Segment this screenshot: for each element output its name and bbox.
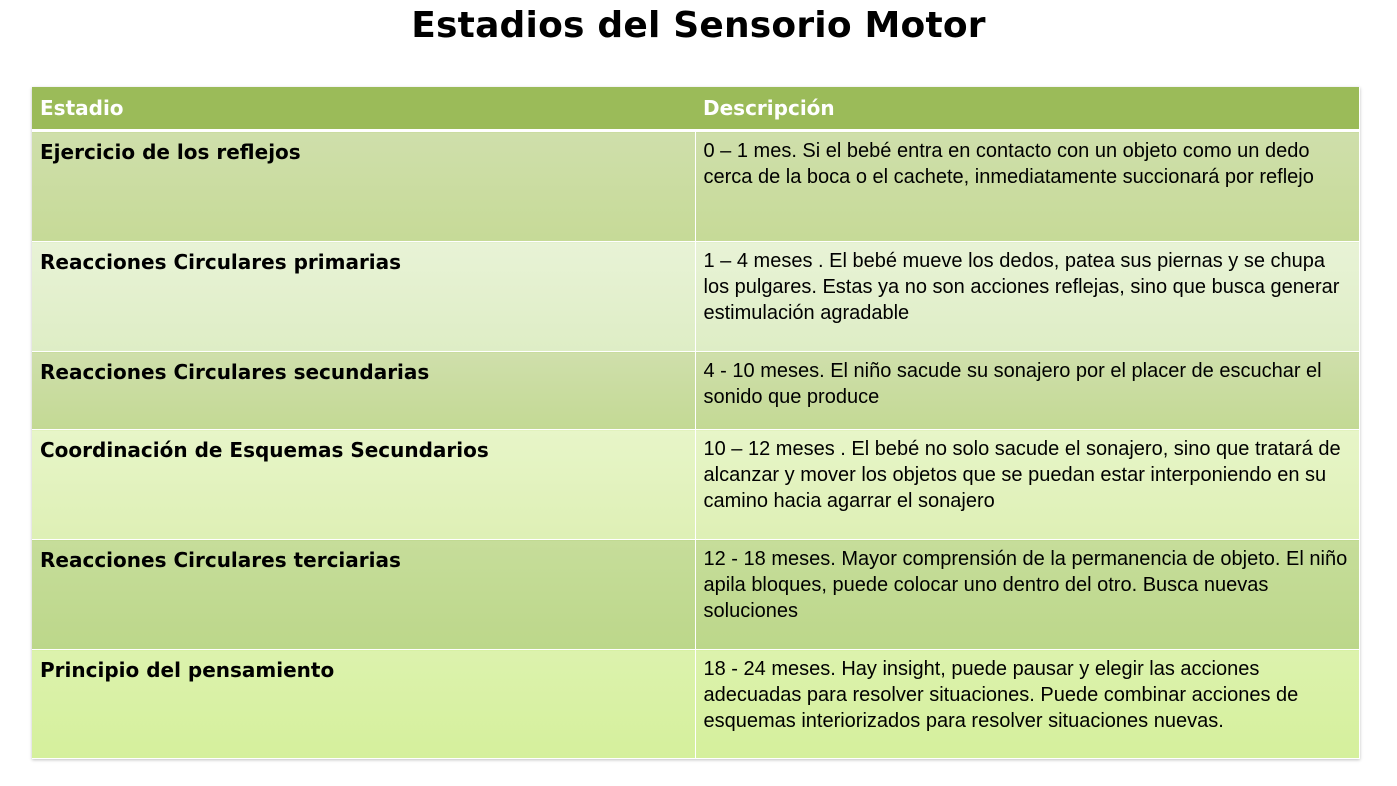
table-row <box>32 131 1359 242</box>
description-cell: 10 – 12 meses . El bebé no solo sacude el sonajero, sino que tratará de alcanzar y mover los objetos que se puedan estar interponiendo en su camino hacia agarrar el sonajero <box>695 430 1359 540</box>
stages-table <box>32 87 1360 759</box>
stage-cell: Reacciones Circulares secundarias <box>32 352 695 430</box>
description-cell: 4 - 10 meses. El niño sacude su sonajero por el placer de escuchar el sonido que produce <box>695 352 1359 430</box>
table-row <box>32 540 1359 650</box>
description-cell: 18 - 24 meses. Hay insight, puede pausar y elegir las acciones adecuadas para resolver situaciones. Puede combinar acciones de esquemas interiorizados para resolver situaciones nuevas. <box>695 650 1359 759</box>
stage-cell: Reacciones Circulares primarias <box>32 242 695 352</box>
stage-cell: Reacciones Circulares terciarias <box>32 540 695 650</box>
description-cell: 0 – 1 mes. Si el bebé entra en contacto con un objeto como un dedo cerca de la boca o el cachete, inmediatamente succionará por reflejo <box>695 131 1359 242</box>
description-cell: 12 - 18 meses. Mayor comprensión de la permanencia de objeto. El niño apila bloques, puede colocar uno dentro del otro. Busca nuevas soluciones <box>695 540 1359 650</box>
description-cell: 1 – 4 meses . El bebé mueve los dedos, patea sus piernas y se chupa los pulgares. Estas ya no son acciones reflejas, sino que busca generar estimulación agradable <box>695 242 1359 352</box>
stage-cell: Principio del pensamiento <box>32 650 695 759</box>
table-row <box>32 242 1359 352</box>
column-header-stage: Estadio <box>32 87 695 131</box>
page-title: Estadios del Sensorio Motor <box>411 5 986 46</box>
table-row <box>32 352 1359 430</box>
table-header-row <box>32 87 1359 131</box>
stage-cell: Ejercicio de los reflejos <box>32 131 695 242</box>
table-row <box>32 650 1359 759</box>
table-row <box>32 430 1359 540</box>
column-header-description: Descripción <box>695 87 1359 131</box>
stage-cell: Coordinación de Esquemas Secundarios <box>32 430 695 540</box>
